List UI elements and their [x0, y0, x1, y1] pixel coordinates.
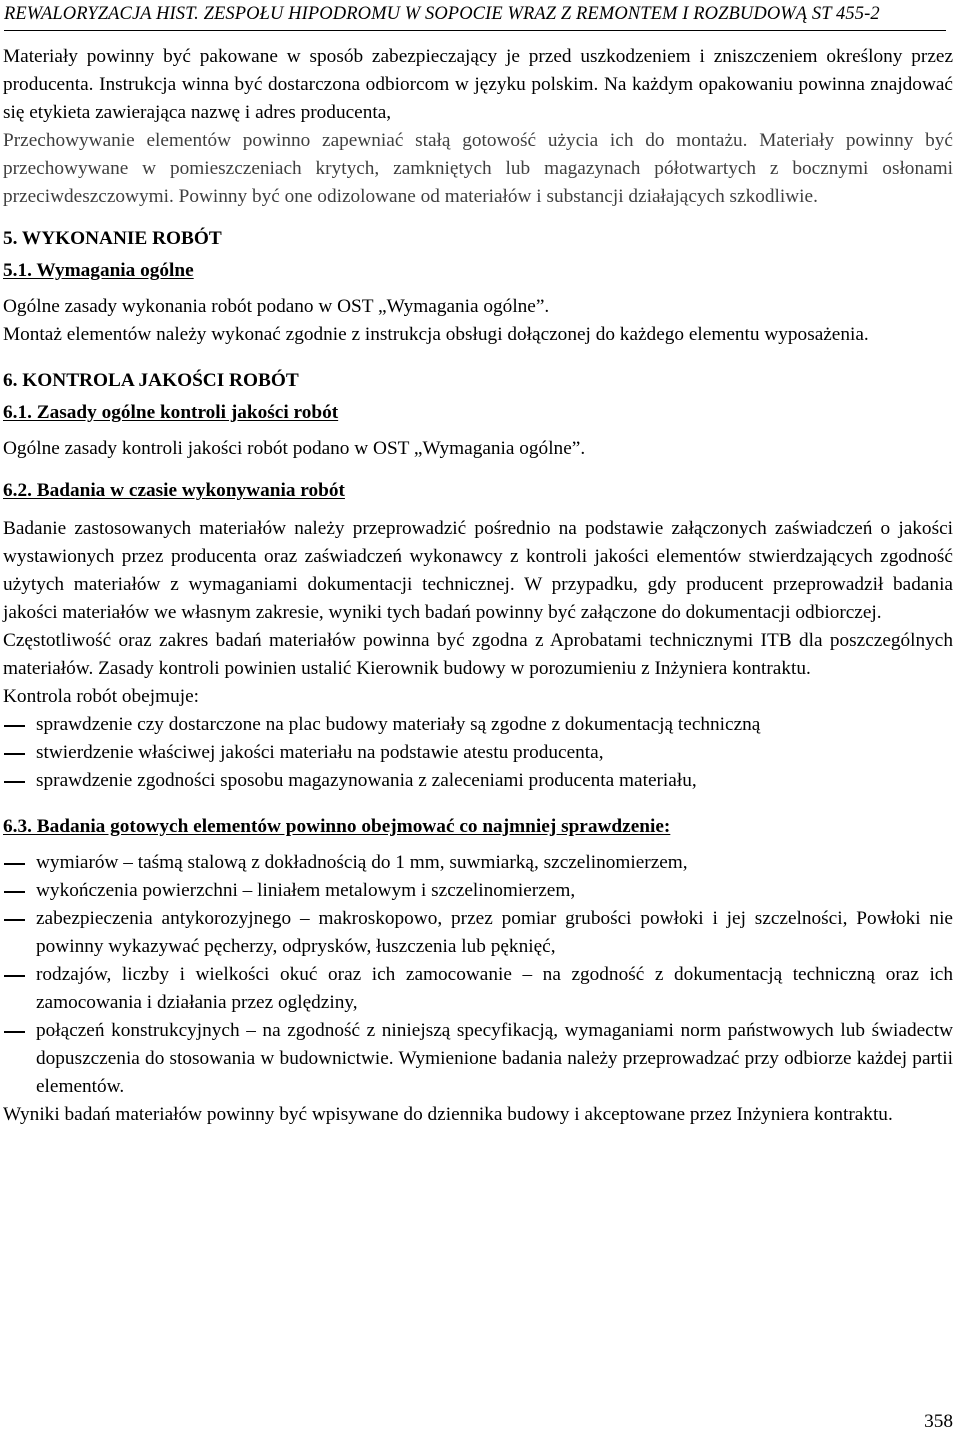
- section-6-1-text: Ogólne zasady kontroli jakości robót podano w OST „Wymagania ogólne”.: [3, 438, 586, 459]
- intro-paragraph-1: Materiały powinny być pakowane w sposób zabezpieczający je przed uszkodzeniem i zniszczeniem określony przez producenta. Instrukcja winna być dostarczona odbiorcom w języku polskim. Na każdym opakowaniu powinna znajdować się etykieta zawierająca nazwę i adres producenta,: [3, 46, 953, 123]
- section-6-1-heading: 6.1. Zasady ogólne kontroli jakości robót: [3, 402, 339, 423]
- list-item: sprawdzenie czy dostarczone na plac budowy materiały są zgodne z dokumentacją techniczną: [3, 711, 953, 739]
- section-6-2-paragraph-1: Badanie zastosowanych materiałów należy przeprowadzić pośrednio na podstawie załączonych zaświadczeń o jakości wystawionych przez producenta oraz zaświadczeń wykonawcy z kontroli jakości elementów stwierdzających zgodność użytych materiałów z wymaganiami dokumentacji technicznej. W przypadku, gdy producent przeprowadził badania jakości materiałów we własnym zakresie, wyniki tych badań powinny być załączone do dokumentacji odbiorczej.: [3, 518, 953, 623]
- checks-list: [3, 711, 953, 795]
- intro-paragraph-2: Przechowywanie elementów powinno zapewniać stałą gotowość użycia ich do montażu. Materiały powinny być przechowywane w pomieszczeniach krytych, zamkniętych lub magazynach półotwartych z bocznymi osłonami przeciwdeszczowymi. Powinny być one odizolowane od materiałów i substancji działających szkodliwie.: [3, 130, 953, 207]
- list-item: rodzajów, liczby i wielkości okuć oraz ich zamocowanie – na zgodność z dokumentacją techniczną oraz ich zamocowania i działania przez oględziny,: [3, 961, 953, 1017]
- list-item: zabezpieczenia antykorozyjnego – makroskopowo, przez pomiar grubości powłoki i jej szczelności, Powłoki nie powinny wykazywać pęcherzy, odprysków, łuszczenia lub pęknięć,: [3, 905, 953, 961]
- section-6-2-heading: 6.2. Badania w czasie wykonywania robót: [3, 480, 345, 501]
- section-6-3-closing: Wyniki badań materiałów powinny być wpisywane do dziennika budowy i akceptowane przez Inżyniera kontraktu.: [3, 1104, 893, 1125]
- document-body: [3, 43, 953, 1129]
- section-6-3-heading: 6.3. Badania gotowych elementów powinno obejmować co najmniej sprawdzenie:: [3, 816, 671, 837]
- list-item: wykończenia powierzchni – liniałem metalowym i szczelinomierzem,: [3, 877, 953, 905]
- section-5-1-line-1: Ogólne zasady wykonania robót podano w OST „Wymagania ogólne”.: [3, 296, 550, 317]
- section-6-heading: 6. KONTROLA JAKOŚCI ROBÓT: [3, 370, 299, 391]
- section-5-1-heading: 5.1. Wymagania ogólne: [3, 260, 194, 281]
- list-item: stwierdzenie właściwej jakości materiału na podstawie atestu producenta,: [3, 739, 953, 767]
- list-item: wymiarów – taśmą stalową z dokładnością do 1 mm, suwmiarką, szczelinomierzem,: [3, 849, 953, 877]
- page-number: 358: [924, 1411, 953, 1432]
- section-5-1-line-2: Montaż elementów należy wykonać zgodnie z instrukcja obsługi dołączonej do każdego elementu wyposażenia.: [3, 324, 869, 345]
- inspection-list: [3, 849, 953, 1101]
- section-5-heading: 5. WYKONANIE ROBÓT: [3, 228, 222, 249]
- section-6-2-paragraph-3: Kontrola robót obejmuje:: [3, 686, 199, 707]
- list-item: sprawdzenie zgodności sposobu magazynowania z zaleceniami producenta materiału,: [3, 767, 953, 795]
- list-item: połączeń konstrukcyjnych – na zgodność z niniejszą specyfikacją, wymaganiami norm państwowych lub świadectw dopuszczenia do stosowania w budownictwie. Wymienione badania należy przeprowadzać przy odbiorze każdej partii elementów.: [3, 1017, 953, 1101]
- section-6-2-paragraph-2: Częstotliwość oraz zakres badań materiałów powinna być zgodna z Aprobatami technicznymi ITB dla poszczególnych materiałów. Zasady kontroli powinien ustalić Kierownik budowy w porozumieniu z Inżyniera kontraktu.: [3, 630, 953, 679]
- running-header: REWALORYZACJA HIST. ZESPOŁU HIPODROMU W SOPOCIE WRAZ Z REMONTEM I ROZBUDOWĄ ST 455-2: [4, 2, 946, 31]
